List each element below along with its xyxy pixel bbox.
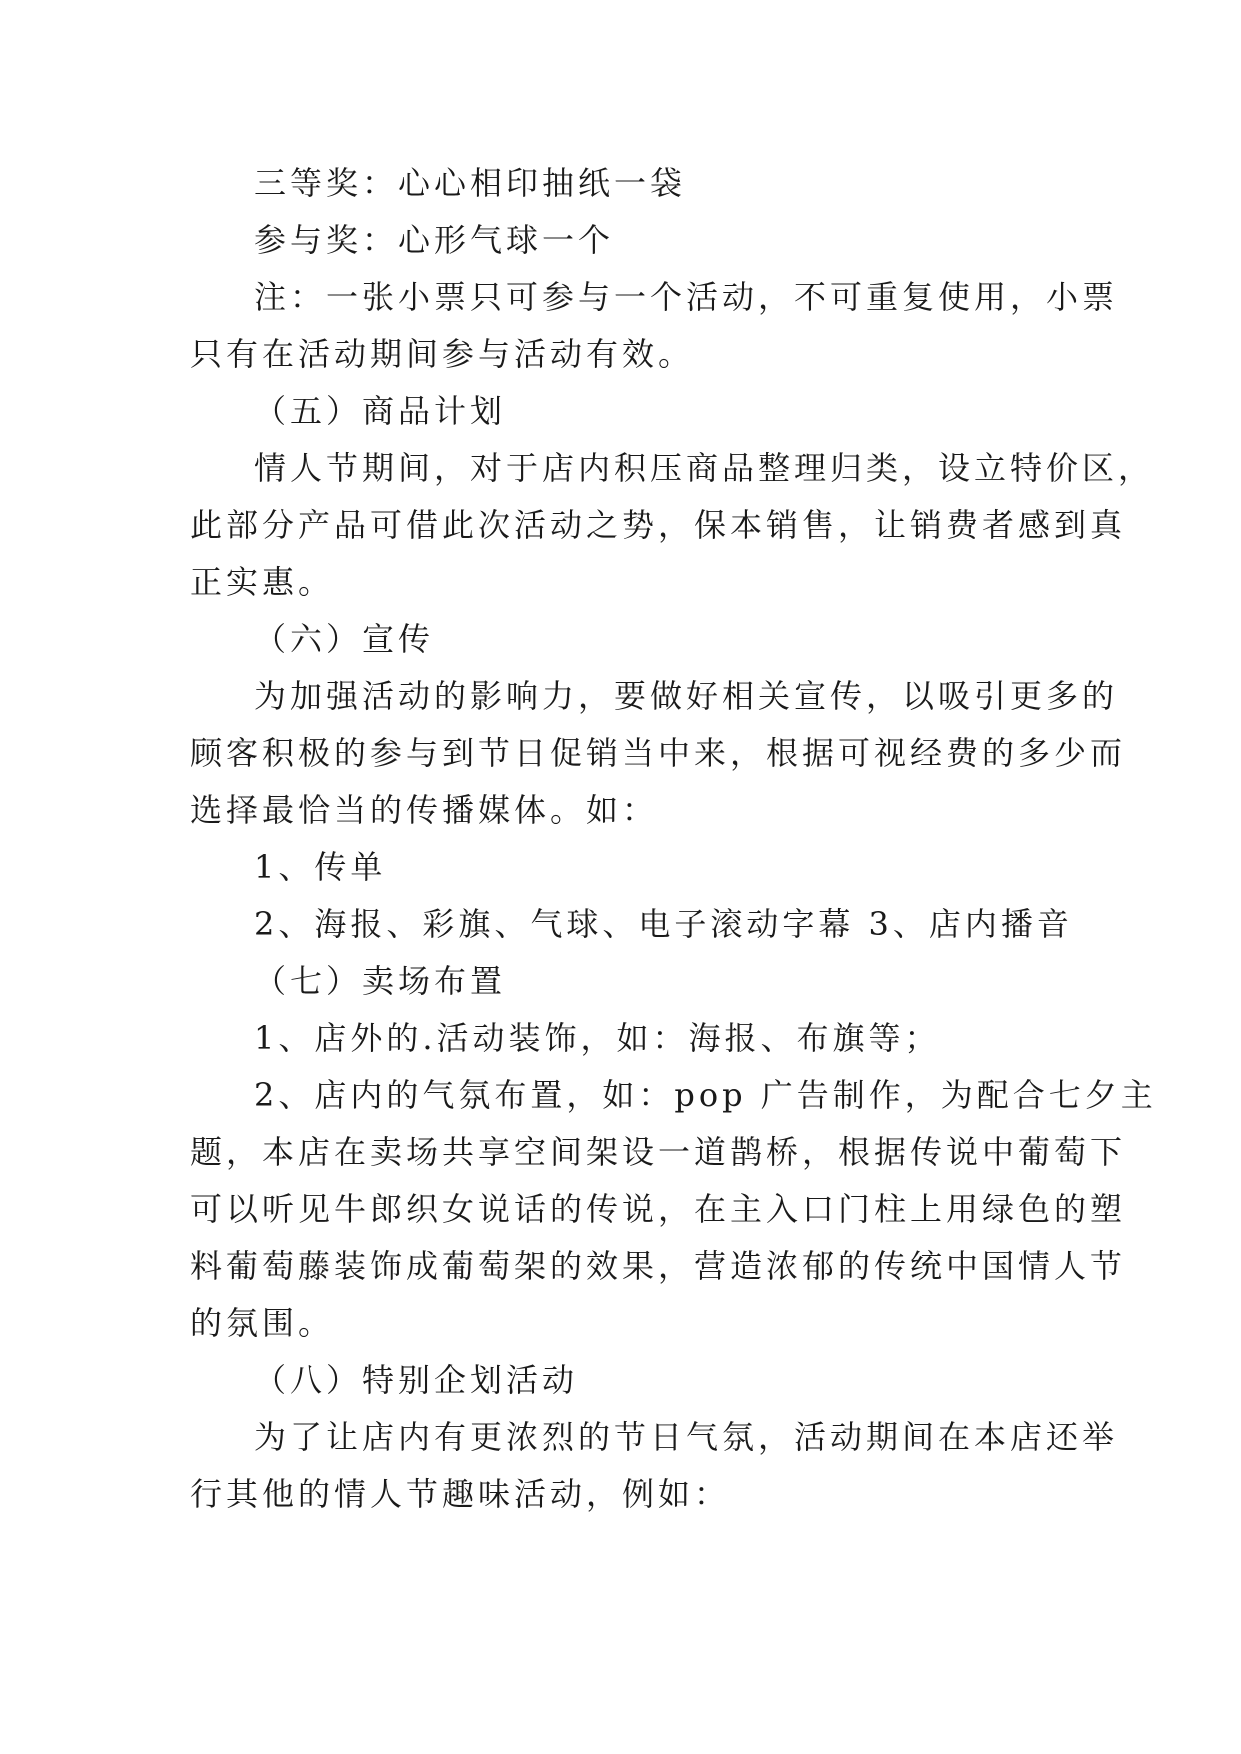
promotion-paragraph-line: 为加强活动的影响力，要做好相关宣传，以吸引更多的 (254, 677, 1119, 715)
section-heading-merchandise: （五）商品计划 (254, 392, 507, 430)
special-events-paragraph-line: 行其他的情人节趣味活动，例如： (190, 1475, 731, 1513)
section-heading-store-layout: （七）卖场布置 (254, 962, 507, 1000)
merchandise-paragraph-line: 正实惠。 (190, 563, 335, 601)
promotion-paragraph-line: 顾客积极的参与到节日促销当中来，根据可视经费的多少而 (190, 734, 1127, 772)
note-paragraph-line: 只有在活动期间参与活动有效。 (190, 335, 695, 373)
promotion-paragraph-line: 选择最恰当的传播媒体。如： (190, 791, 659, 829)
store-layout-list-item: 1、店外的.活动装饰，如：海报、布旗等； (254, 1019, 941, 1057)
prize-participation: 参与奖：心形气球一个 (254, 221, 615, 259)
promotion-list-item: 2、海报、彩旗、气球、电子滚动字幕 3、店内播音 (254, 905, 1073, 943)
merchandise-paragraph-line: 情人节期间，对于店内积压商品整理归类，设立特价区， (254, 449, 1155, 487)
note-paragraph-line: 注：一张小票只可参与一个活动，不可重复使用，小票 (254, 278, 1119, 316)
store-layout-paragraph-line: 2、店内的气氛布置，如：pop 广告制作，为配合七夕主 (254, 1076, 1157, 1114)
prize-third: 三等奖：心心相印抽纸一袋 (254, 164, 687, 202)
store-layout-paragraph-line: 料葡萄藤装饰成葡萄架的效果，营造浓郁的传统中国情人节 (190, 1247, 1127, 1285)
merchandise-paragraph-line: 此部分产品可借此次活动之势，保本销售，让销费者感到真 (190, 506, 1127, 544)
store-layout-paragraph-line: 题，本店在卖场共享空间架设一道鹊桥，根据传说中葡萄下 (190, 1133, 1127, 1171)
promotion-list-item: 1、传单 (254, 848, 387, 886)
store-layout-paragraph-line: 可以听见牛郎织女说话的传说，在主入口门柱上用绿色的塑 (190, 1190, 1127, 1228)
section-heading-promotion: （六）宣传 (254, 620, 435, 658)
store-layout-paragraph-line: 的氛围。 (190, 1304, 335, 1342)
section-heading-special-events: （八）特别企划活动 (254, 1361, 579, 1399)
special-events-paragraph-line: 为了让店内有更浓烈的节日气氛，活动期间在本店还举 (254, 1418, 1119, 1456)
